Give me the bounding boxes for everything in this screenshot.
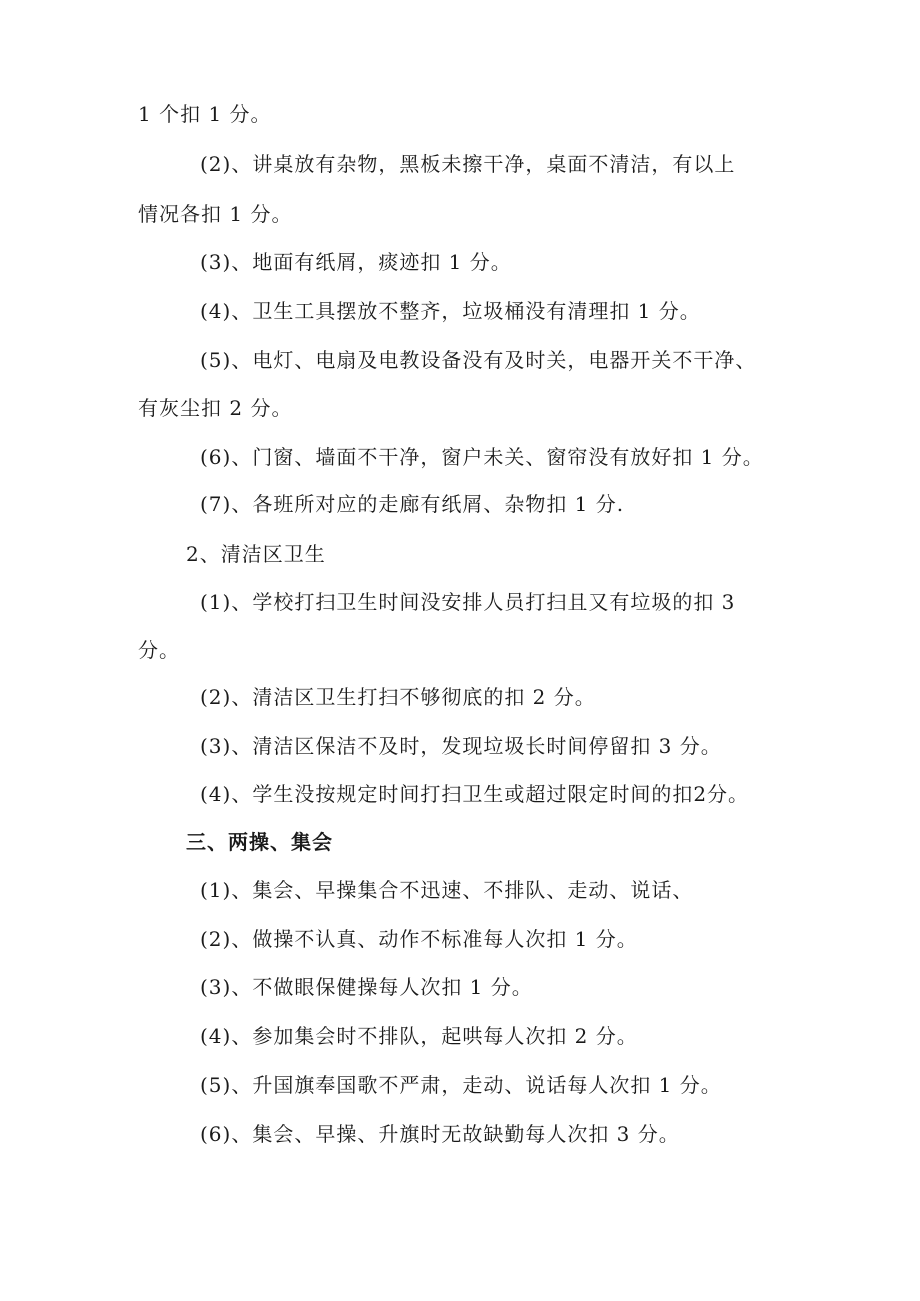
section-heading: 三、两操、集会 <box>186 830 333 854</box>
text-line: (4)、参加集会时不排队，起哄每人次扣 2 分。 <box>200 1024 638 1048</box>
text-line: (1)、学校打扫卫生时间没安排人员打扫且又有垃圾的扣 3 <box>200 590 736 614</box>
text-line: (3)、地面有纸屑，痰迹扣 1 分。 <box>200 250 512 274</box>
text-line: 分。 <box>138 638 180 662</box>
text-line: (2)、讲桌放有杂物，黑板未擦干净，桌面不清洁，有以上 <box>200 152 736 176</box>
text-line: 情况各扣 1 分。 <box>138 202 293 226</box>
text-line: (4)、学生没按规定时间打扫卫生或超过限定时间的扣2分。 <box>200 782 750 806</box>
text-line: (3)、清洁区保洁不及时，发现垃圾长时间停留扣 3 分。 <box>200 734 722 758</box>
text-line: (5)、升国旗奉国歌不严肃，走动、说话每人次扣 1 分。 <box>200 1073 722 1097</box>
section-subheading: 2、清洁区卫生 <box>186 542 326 566</box>
text-line: (3)、不做眼保健操每人次扣 1 分。 <box>200 975 533 999</box>
text-line: (6)、门窗、墙面不干净，窗户未关、窗帘没有放好扣 1 分。 <box>200 445 764 469</box>
text-line: (4)、卫生工具摆放不整齐，垃圾桶没有清理扣 1 分。 <box>200 299 701 323</box>
text-line: 1 个扣 1 分。 <box>138 102 272 126</box>
text-line: 有灰尘扣 2 分。 <box>138 396 293 420</box>
text-line: (5)、电灯、电扇及电教设备没有及时关，电器开关不干净、 <box>200 348 757 372</box>
text-line: (2)、做操不认真、动作不标准每人次扣 1 分。 <box>200 927 638 951</box>
text-line: (2)、清洁区卫生打扫不够彻底的扣 2 分。 <box>200 685 596 709</box>
text-line: (1)、集会、早操集合不迅速、不排队、走动、说话、 <box>200 878 694 902</box>
text-line: (7)、各班所对应的走廊有纸屑、杂物扣 1 分. <box>200 492 625 516</box>
text-line: (6)、集会、早操、升旗时无故缺勤每人次扣 3 分。 <box>200 1122 680 1146</box>
